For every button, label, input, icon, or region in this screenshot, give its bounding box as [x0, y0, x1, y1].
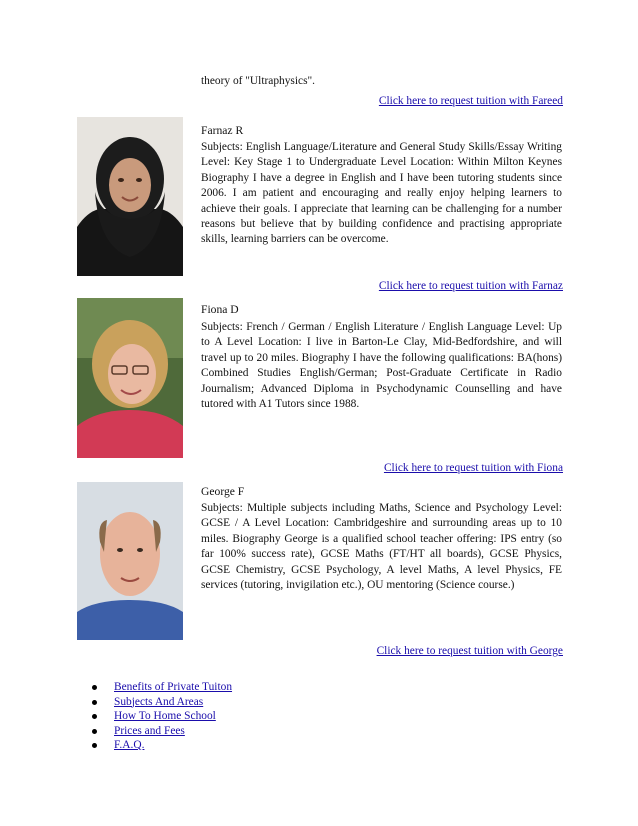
site-navigation-list [92, 680, 392, 753]
intro-text: theory of "Ultraphysics". [201, 75, 316, 87]
request-tuition-fareed-link[interactable]: Click here to request tuition with Fareed [378, 95, 563, 107]
fiona-name: Fiona D [201, 303, 239, 316]
nav-item-subjects-areas [92, 695, 392, 710]
nav-link-home-school[interactable]: How To Home School [114, 710, 216, 722]
bullet-icon [92, 714, 97, 719]
bullet-icon [92, 729, 97, 734]
nav-link-prices-fees[interactable]: Prices and Fees [114, 724, 185, 737]
nav-link-faq[interactable]: F.A.Q. [114, 739, 145, 751]
request-tuition-george-link[interactable]: Click here to request tuition with George [376, 645, 563, 657]
george-name: George F [201, 485, 245, 498]
nav-item-home-school [92, 709, 392, 724]
nav-link-subjects-areas[interactable]: Subjects And Areas [114, 695, 204, 708]
farnaz-photo [77, 117, 183, 276]
request-tuition-fiona-link[interactable]: Click here to request tuition with Fiona [383, 462, 563, 474]
nav-item-benefits [92, 680, 392, 695]
farnaz-portrait-image [77, 117, 183, 276]
farnaz-name: Farnaz R [201, 124, 244, 137]
george-description: Subjects: Multiple subjects including Maths, Science and Psychology Level: GCSE / A Level Location: Cambridgeshire and surrounding areas up to 10 miles. Biography George is a qualified school teacher offering: IPS entry (so far 100% success rate), GCSE Maths (FT/HT all boards), GCSE Physics, GCSE Chemistry, GCSE Psychology, A level Maths, A level Physics, FE services (tutoring, invigilation etc.), OU mentoring (Science course.) [201, 502, 562, 592]
farnaz-description: Subjects: English Language/Literature and General Study Skills/Essay Writing Level: Key Stage 1 to Undergraduate Level Location: Within Milton Keynes Biography I have a degree in English and I have been tutoring students since 2006. I am patient and encouraging and really enjoy helping learners to achieve their goals. I appreciate that learning can be challenging for a number reasons but believe that by building confidence and practising appropriate skills, learning barriers can be overcome. [201, 141, 562, 246]
nav-link-benefits[interactable]: Benefits of Private Tuiton [114, 681, 233, 693]
nav-item-prices-fees [92, 724, 392, 739]
fiona-description: Subjects: French / German / English Literature / English Language Level: Up to A Level Location: I live in Barton-Le Clay, Mid-Bedfordshire, and will travel up to 20 miles. Biography I have the following qualifications: BA(hons) Combined Studies English/German; Post-Graduate Certificate in Radio Journalism; Advanced Diploma in Psychodynamic Counselling and have tutored with A1 Tutors since 1988. [201, 321, 562, 411]
fiona-portrait-image [77, 298, 183, 458]
bullet-icon [92, 700, 97, 705]
george-photo [77, 482, 183, 640]
george-portrait-image [77, 482, 183, 640]
nav-item-faq [92, 738, 392, 753]
fiona-photo [77, 298, 183, 458]
bullet-icon [92, 743, 97, 748]
request-tuition-farnaz-link[interactable]: Click here to request tuition with Farnaz [378, 280, 563, 292]
bullet-icon [92, 685, 97, 690]
